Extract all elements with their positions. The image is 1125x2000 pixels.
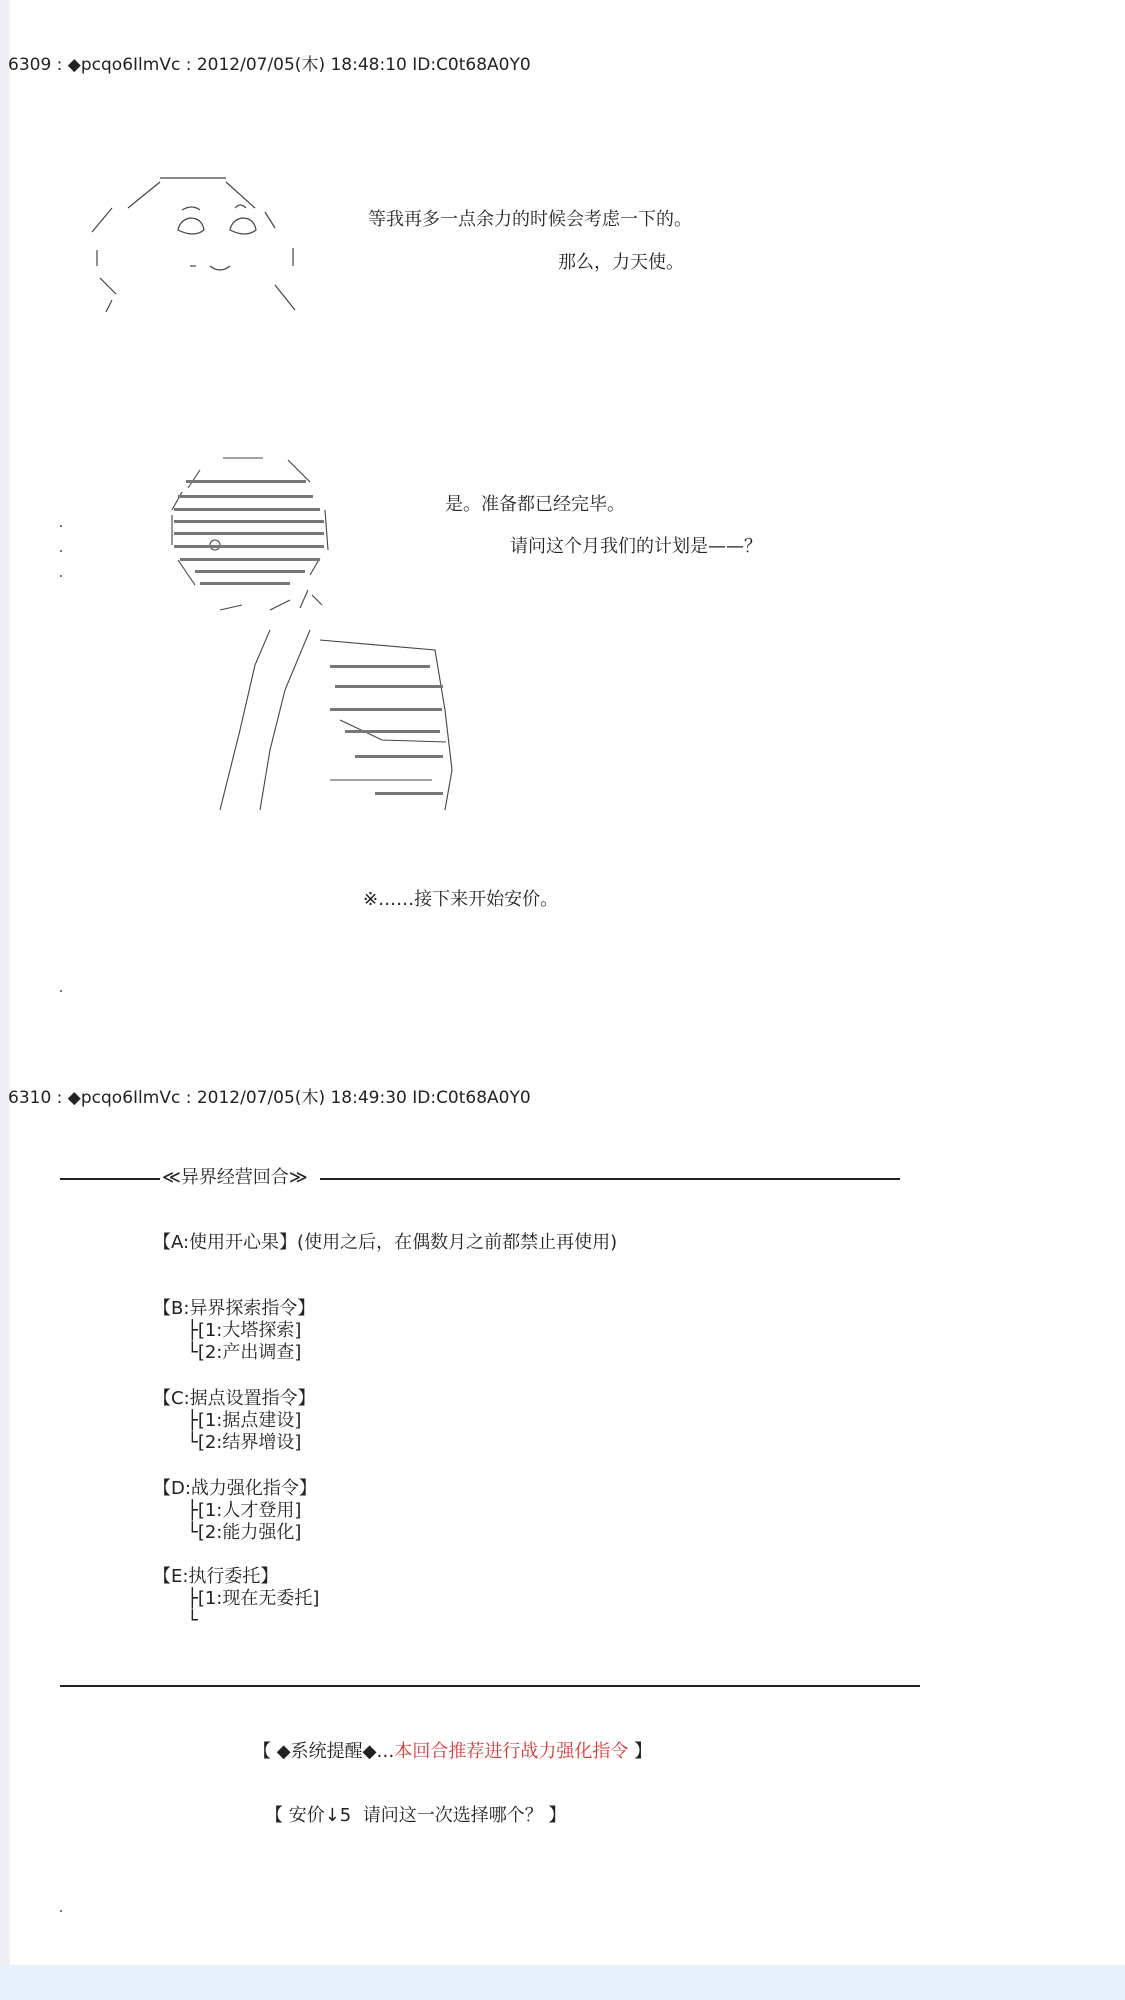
system-reminder-suffix: 】 [628, 1741, 653, 1762]
option-e-title: 【E:执行委托】 [153, 1566, 279, 1587]
stray-dot [60, 575, 62, 577]
option-d-item-2: └[2:能力强化] [187, 1522, 302, 1543]
divider-line [320, 1178, 900, 1180]
bottom-band [0, 1965, 1125, 2000]
divider-line [60, 1685, 920, 1687]
option-d-title: 【D:战力强化指令】 [153, 1478, 317, 1499]
option-e-item-1: ├[1:现在无委托] [187, 1588, 320, 1609]
dialogue-line: 是。准备都已经完毕。 [445, 494, 625, 515]
option-c-item-2: └[2:结界增设] [187, 1432, 302, 1453]
section-title: ≪异界经营回合≫ [162, 1167, 308, 1188]
option-b-item-1: ├[1:大塔探索] [187, 1320, 302, 1341]
option-a: 【A:使用开心果】(使用之后，在偶数月之前都禁止再使用) [153, 1232, 618, 1253]
system-reminder [253, 1741, 652, 1763]
stray-dot [60, 990, 62, 992]
post-header-6310: 6310 : ◆pcqo6IlmVc : 2012/07/05(木) 18:49:30 ID:C0t68A0Y0 [8, 1088, 531, 1108]
dialogue-line: 等我再多一点余力的时候会考虑一下的。 [368, 209, 692, 230]
character-face-art [80, 170, 320, 320]
option-b-item-2: └[2:产出调查] [187, 1342, 302, 1363]
dialogue-line: 那么，力天使。 [558, 252, 684, 273]
option-c-title: 【C:据点设置指令】 [153, 1388, 316, 1409]
left-margin-strip [0, 0, 10, 1965]
angel-character-art [160, 450, 460, 830]
notice-anka-start: ※……接下来开始安价。 [363, 889, 559, 910]
post-header-6309: 6309 : ◆pcqo6IlmVc : 2012/07/05(木) 18:48:10 ID:C0t68A0Y0 [8, 55, 531, 75]
system-reminder-prefix: 【 ◆系统提醒◆… [253, 1741, 395, 1762]
stray-dot [60, 550, 62, 552]
option-e-item-2: └ [187, 1610, 198, 1631]
dialogue-line: 请问这个月我们的计划是——？ [510, 536, 762, 557]
system-reminder-recommendation: 本回合推荐进行战力强化指令 [394, 1741, 629, 1762]
option-b-title: 【B:异界探索指令】 [153, 1298, 316, 1319]
stray-dot [60, 1910, 62, 1912]
option-d-item-1: ├[1:人才登用] [187, 1500, 302, 1521]
option-c-item-1: ├[1:据点建设] [187, 1410, 302, 1431]
stray-dot [60, 525, 62, 527]
divider-line [60, 1178, 160, 1180]
anka-prompt: 【 安价↓5 请问这一次选择哪个？ 】 [265, 1805, 567, 1826]
